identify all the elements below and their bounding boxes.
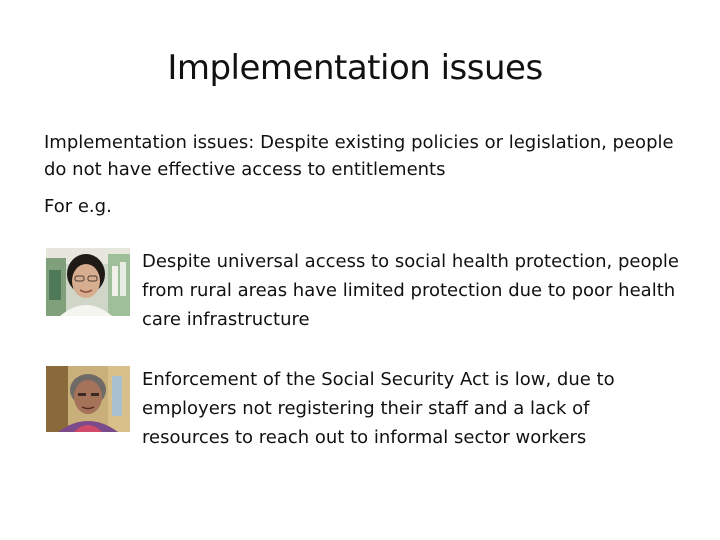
example-label: For e.g.: [44, 196, 112, 217]
intro-paragraph: [44, 129, 684, 183]
case-text: Enforcement of the Social Security Act is low, due to employers not registering their staff and a lack of resources to reach out to informal sector workers: [142, 369, 615, 448]
woman-portrait-photo: [46, 248, 130, 316]
slide-title: Implementation issues: [167, 48, 543, 88]
intro-separator: :: [248, 132, 255, 153]
intro-term: Implementation issues: [44, 132, 249, 153]
case-text: Despite universal access to social health protection, people from rural areas have limited protection due to poor health care infrastructure: [142, 251, 679, 330]
intro-text: Despite existing policies or legislation, people do not have effective access to entitlements: [44, 132, 674, 180]
man-portrait-photo: [46, 366, 130, 432]
